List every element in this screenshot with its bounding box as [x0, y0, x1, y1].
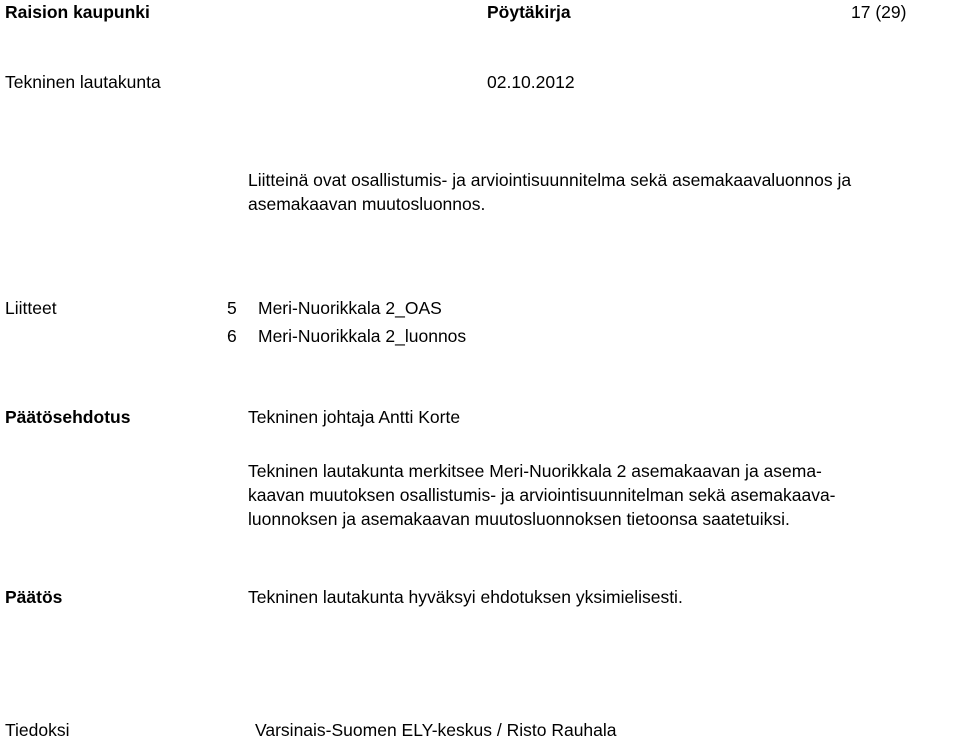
proposal-presenter: Tekninen johtaja Antti Korte	[248, 407, 461, 427]
attachment-number: 5	[227, 298, 237, 318]
organization-name: Raision kaupunki	[5, 2, 150, 22]
proposal-line: kaavan muutoksen osallistumis- ja arviointisuunnitelman sekä asemakaava-	[248, 485, 836, 505]
document-type: Pöytäkirja	[487, 2, 571, 22]
attachment-number: 6	[227, 326, 237, 346]
decision-label: Päätös	[5, 587, 63, 607]
attachment-title: Meri-Nuorikkala 2_luonnos	[258, 326, 467, 346]
committee-name: Tekninen lautakunta	[5, 72, 161, 92]
meeting-date: 02.10.2012	[487, 72, 575, 92]
proposal-line: Tekninen lautakunta merkitsee Meri-Nuorikkala 2 asemakaavan ja asema-	[248, 461, 822, 481]
attachments-label: Liitteet	[5, 298, 57, 318]
decision-text: Tekninen lautakunta hyväksyi ehdotuksen yksimielisesti.	[248, 587, 683, 607]
intro-line: Liitteinä ovat osallistumis- ja arviointisuunnitelma sekä asemakaavaluonnos ja	[248, 170, 852, 190]
attachment-title: Meri-Nuorikkala 2_OAS	[258, 298, 442, 318]
proposal-paragraph	[248, 459, 953, 531]
intro-paragraph	[248, 168, 953, 216]
distribution-label: Tiedoksi	[5, 720, 70, 740]
proposal-label: Päätösehdotus	[5, 407, 131, 427]
proposal-line: luonnoksen ja asemakaavan muutosluonnoksen tietoonsa saatetuiksi.	[248, 509, 790, 529]
intro-line: asemakaavan muutosluonnos.	[248, 194, 486, 214]
distribution-text: Varsinais-Suomen ELY-keskus / Risto Rauhala	[255, 720, 617, 740]
page-number: 17 (29)	[851, 2, 907, 22]
